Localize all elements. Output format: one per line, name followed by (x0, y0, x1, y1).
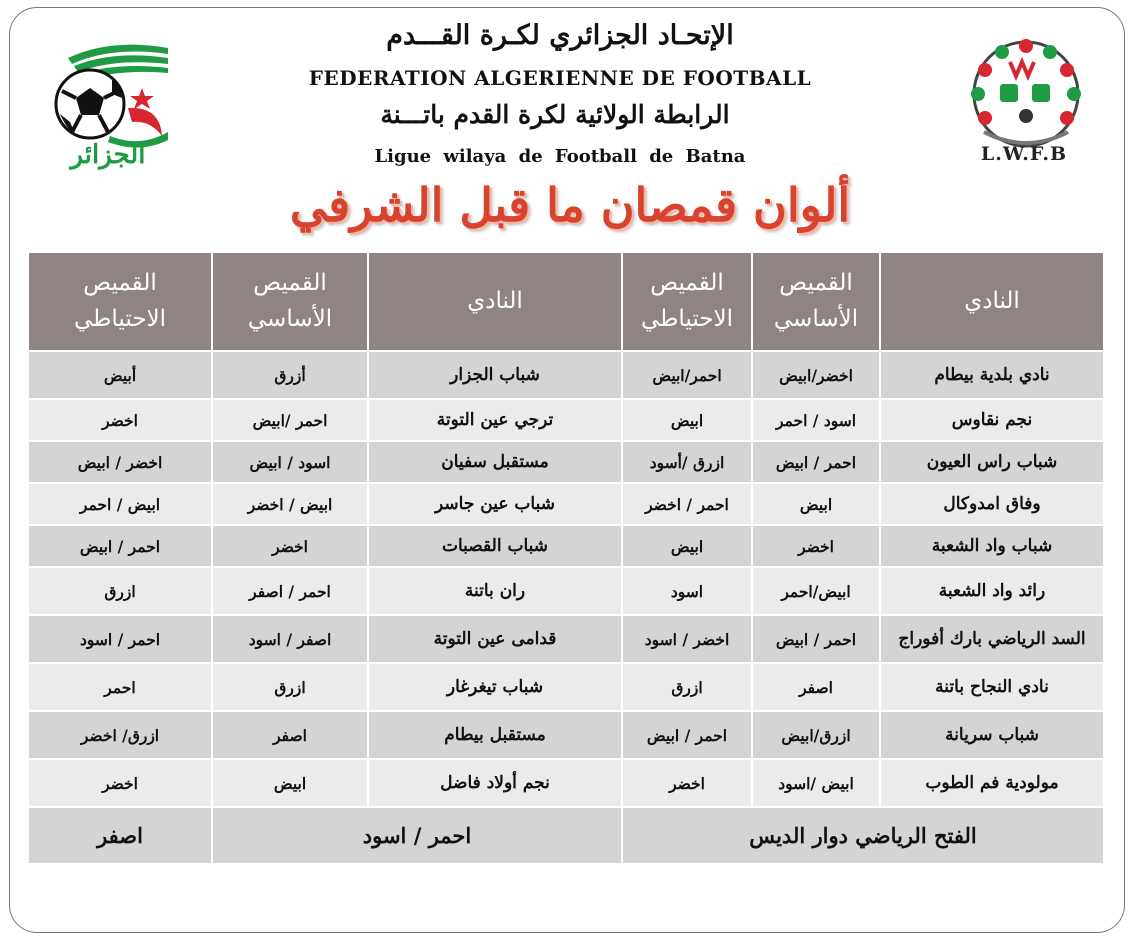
alt-jersey-cell: ازرق (104, 581, 136, 601)
club-name-cell: مستقبل بيطام (444, 725, 546, 745)
primary-jersey-cell: اسود / ابيض (249, 452, 331, 472)
club-name-cell: وفاق امدوكال (943, 494, 1041, 514)
club-name-cell: نادي بلدية بيطام (934, 365, 1050, 385)
league-name-arabic: الرابطة الولائية لكرة القدم باتـــنة (380, 100, 730, 129)
league-name-french: Ligue wilaya de Football de Batna (374, 146, 746, 167)
table-row (29, 352, 1103, 398)
primary-jersey-cell: احمر / ابيض (775, 452, 857, 472)
alt-jersey-cell: اخضر (102, 773, 138, 793)
club-name-cell: قدامى عين التوتة (433, 629, 557, 649)
club-name-cell: شباب راس العيون (926, 452, 1058, 472)
table-row (29, 442, 1103, 482)
club-name-cell: ترجي عين التوتة (436, 410, 554, 430)
table-row (29, 484, 1103, 524)
primary-jersey-cell: ازرق (274, 677, 306, 697)
primary-jersey-cell: احمر / اصفر (249, 581, 331, 601)
table-row (29, 712, 1103, 758)
page-title: ألوان قمصان ما قبل الشرفي (289, 178, 851, 232)
table-row (29, 760, 1103, 806)
primary-jersey-cell: احمر /ابيض (252, 410, 328, 430)
club-name-cell: السد الرياضي بارك أفوراج (898, 629, 1086, 649)
header-alt-jersey-left: القميص الاحتياطي (29, 253, 211, 350)
table-row (29, 616, 1103, 662)
club-name-cell: شباب سريانة (945, 725, 1039, 745)
alt-jersey-cell: أبيض (103, 365, 137, 385)
table-row (29, 526, 1103, 566)
federation-name-french: FEDERATION ALGERIENNE DE FOOTBALL (308, 66, 812, 90)
header-primary-jersey-right: القميص الأساسي (753, 253, 879, 350)
alt-jersey-cell: احمر/ابيض (652, 365, 722, 385)
alt-jersey-cell: اخضر (669, 773, 705, 793)
lwfb-logo-text: L.W.F.B (980, 143, 1068, 165)
federation-name-arabic: الإتحـاد الجزائري لكـرة القـــدم (386, 20, 734, 51)
primary-jersey-cell: ابيض /اسود (778, 773, 854, 793)
alt-jersey-cell: احمر / ابيض (79, 536, 161, 556)
primary-jersey-cell: احمر / اسود (362, 823, 472, 848)
table-row (29, 568, 1103, 614)
primary-jersey-cell: اخضر (272, 536, 308, 556)
header-club-left: النادي (369, 253, 621, 350)
alt-jersey-cell: ابيض / احمر (79, 494, 161, 514)
alt-jersey-cell: اخضر / ابيض (77, 452, 163, 472)
alt-jersey-cell: احمر / اسود (79, 629, 161, 649)
header-alt-jersey-right: القميص الاحتياطي (623, 253, 751, 350)
jersey-colors-table (29, 253, 1103, 863)
primary-jersey-cell: اسود / احمر (775, 410, 857, 430)
alt-jersey-cell: ابيض (670, 536, 704, 556)
primary-jersey-cell: ازرق/ابيض (781, 725, 851, 745)
alt-jersey-cell: اخضر / اسود (644, 629, 730, 649)
club-name-cell: شباب الجزار (450, 365, 540, 385)
table-row (29, 400, 1103, 440)
table-row-last (29, 808, 1103, 863)
primary-jersey-cell: أزرق (274, 365, 306, 385)
primary-jersey-cell: ابيض (273, 773, 307, 793)
primary-jersey-cell: اصفر / اسود (248, 629, 332, 649)
primary-jersey-cell: ابيض (799, 494, 833, 514)
table-row (29, 664, 1103, 710)
alt-jersey-cell: اخضر (102, 410, 138, 430)
alt-jersey-cell: احمر / ابيض (646, 725, 728, 745)
club-name-cell: شباب تيغرغار (446, 677, 544, 697)
club-name-cell: ران باتنة (464, 581, 526, 601)
club-name-cell: نجم أولاد فاضل (440, 773, 550, 793)
alt-jersey-cell: اصفر (97, 823, 143, 848)
club-name-cell: الفتح الرياضي دوار الديس (749, 823, 977, 848)
primary-jersey-cell: اخضر (798, 536, 834, 556)
alt-jersey-cell: ابيض (670, 410, 704, 430)
primary-jersey-cell: اصفر (799, 677, 833, 697)
primary-jersey-cell: اخضر/ابيض (779, 365, 853, 385)
club-name-cell: شباب واد الشعبة (931, 536, 1053, 556)
club-name-cell: شباب القصبات (441, 536, 549, 556)
club-name-cell: مستقبل سفيان (441, 452, 549, 472)
alt-jersey-cell: ازرق (671, 677, 703, 697)
header-primary-jersey-left: القميص الأساسي (213, 253, 367, 350)
club-name-cell: رائد واد الشعبة (938, 581, 1046, 601)
club-name-cell: نجم نقاوس (951, 410, 1033, 430)
alt-jersey-cell: اسود (670, 581, 704, 601)
faf-logo-text: الجزائر (70, 140, 146, 170)
header-club-right: النادي (881, 253, 1103, 350)
primary-jersey-cell: ابيض/احمر (781, 581, 851, 601)
alt-jersey-cell: احمر (104, 677, 136, 697)
alt-jersey-cell: ازرق /أسود (649, 452, 725, 472)
alt-jersey-cell: احمر / اخضر (645, 494, 729, 514)
primary-jersey-cell: اصفر (273, 725, 307, 745)
club-name-cell: مولودية فم الطوب (925, 773, 1059, 793)
club-name-cell: نادي النجاح باتنة (935, 677, 1049, 697)
primary-jersey-cell: احمر / ابيض (775, 629, 857, 649)
primary-jersey-cell: ابيض / اخضر (247, 494, 333, 514)
alt-jersey-cell: ازرق/ اخضر (80, 725, 160, 745)
club-name-cell: شباب عين جاسر (435, 494, 555, 514)
